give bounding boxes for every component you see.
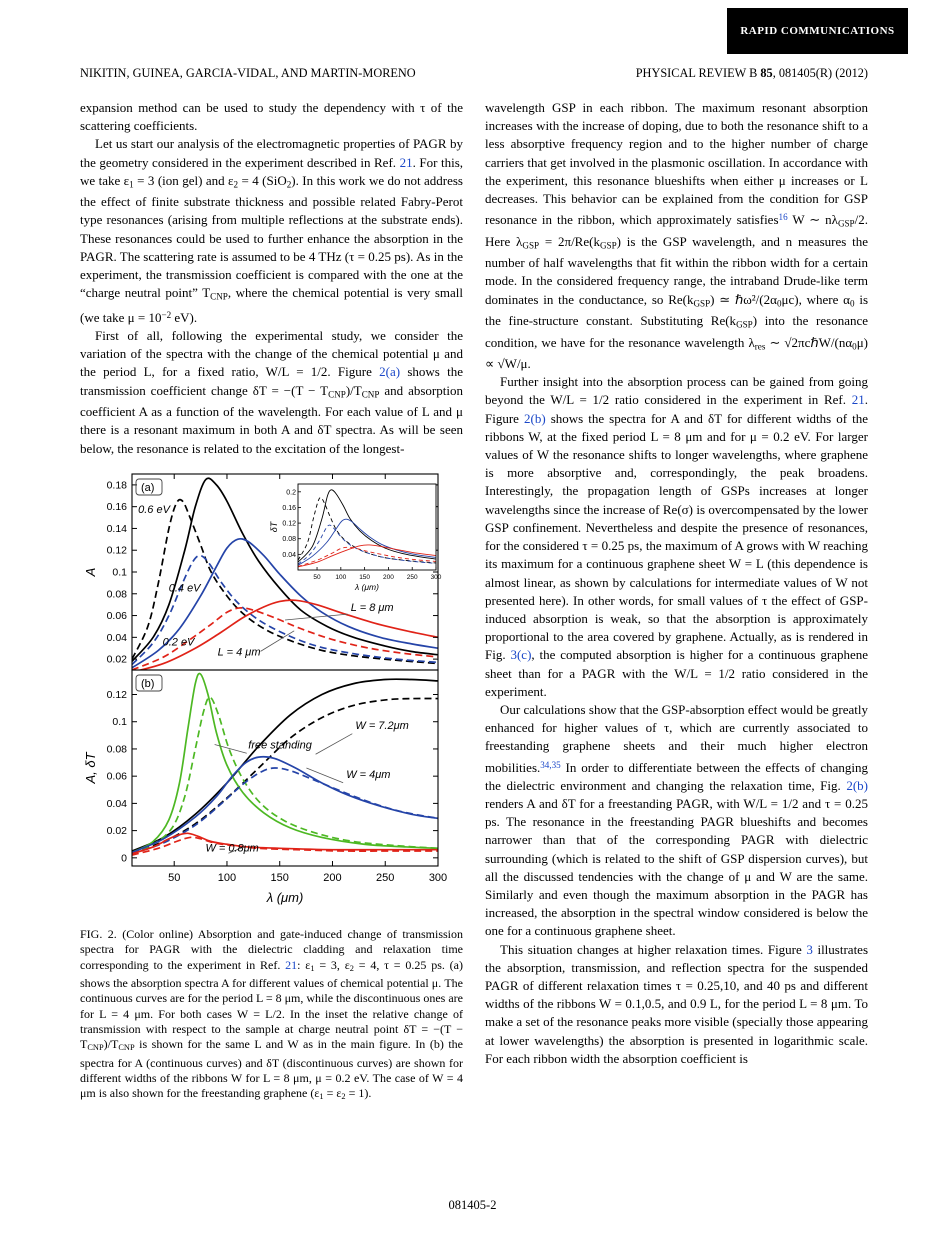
page-number: 081405-2	[448, 1198, 497, 1212]
page-footer	[0, 1198, 945, 1213]
banner-label: RAPID COMMUNICATIONS	[740, 25, 895, 37]
text-run: res	[754, 340, 766, 351]
y-tick-label: 0.18	[106, 479, 127, 492]
y-tick-label: 0.06	[106, 770, 127, 783]
text-run: Our calculations show that the GSP-absorption effect would be greatly enhanced for higher values of τ, which are currently associated to freestanding graphene sheets and their much higher electron mobilities.	[485, 701, 868, 775]
inset-x-tick-label: 250	[406, 573, 418, 581]
two-column-body	[80, 99, 868, 1105]
y-tick-label: 0.1	[112, 715, 127, 728]
x-tick-label: 50	[168, 871, 181, 884]
text-run: . For this, we take ε	[80, 154, 464, 188]
text-run: illustrates the absorption, transmission, and reflection spectra for the suspended PAGR of different relaxation times τ = 0.25,10, and 40 ps and different widths of the ribbons W = 0.1,0.5, and 0.9 L, for the period L = 8 μm. To make a set of the resonance peaks more visible (specially those appearing at lower wavelengths) the absorption is presented in logarithmic scale. For each ribbon width the absorption coefficient is	[485, 941, 869, 1066]
curve-label: W = 7.2μm	[355, 719, 409, 732]
text-run: wavelength GSP in each ribbon. The maximum resonant absorption increases with the increase of doping, due to both the resonance shift to a less absorptive frequency region and to the higher number of charge carriers that get involved in the plasmonic oscillation. In accordance with the experiment, this resonance blueshifts when either μ increases or L decreases. This behavior can be explained from the condition for GSP resonance in the ribbon, which approximately satisfies	[485, 100, 868, 228]
text-run: . Figure	[485, 392, 868, 426]
curve-label: L = 4 μm	[217, 646, 261, 659]
text-run: = 1).	[345, 1086, 372, 1101]
citation-link[interactable]: 21	[851, 392, 865, 408]
y-tick-label: 0.04	[106, 797, 127, 810]
text-run: ). In this work we do not address the effect of finite substrate thickness and possible related Fabry-Perot type resonances (arising from multiple reflections at the substrate ends). These resonances could be used to further enhance the absorption in the PAGR. The scattering rate is assumed to be 4 THz (τ = 0.25 ps). As in the experiment, the transmission coefficient is compared with the one at the “charge neutral point” T	[80, 172, 463, 301]
curve-label: W = 4μm	[346, 768, 391, 781]
text-run: 1	[319, 1092, 324, 1102]
y-axis-label: A	[83, 567, 98, 577]
left-column-text	[80, 99, 463, 458]
x-tick-label: 300	[428, 871, 448, 884]
text-run: 2	[233, 179, 239, 190]
y-tick-label: 0.08	[106, 743, 127, 756]
text-run: renders A and δT for a freestanding PAGR, with W/L = 1/2 and τ = 0.25 ps. The resonance in the freestanding PAGR blueshifts and becomes narrower than that of the corresponding PAGR with dielectric surrounding (which is related to the shift of GSP dispersion curves), but all the discussed tendencies with the change of μ and W are the same. Similarly and even though the maximum absorption in the PAGR has increased, the absorption in the spectral window considered is below the one for a continuous graphene sheet.	[485, 796, 868, 939]
text-run: Further insight into the absorption process can be gained from going beyond the W/L = 1/2 ratio considered in the experiment in Ref.	[485, 374, 868, 408]
text-run: 0	[852, 340, 857, 351]
text-run: 2	[349, 963, 354, 973]
y-tick-label: 0.02	[106, 653, 127, 666]
paragraph	[485, 941, 868, 1068]
inset-y-tick-label: 0.12	[282, 520, 296, 528]
annotation-line	[306, 768, 343, 783]
left-column	[80, 99, 463, 1105]
y-axis-label: A, δT	[83, 752, 98, 784]
figure-2-caption	[80, 927, 463, 1105]
figure-2	[80, 466, 463, 917]
citation-link[interactable]: 2(b)	[846, 777, 868, 793]
text-run: )/T	[103, 1037, 119, 1052]
text-run: shows the transmission coefficient change δT = −(T − T	[80, 364, 463, 398]
text-run: is shown for the same L and W as in the main figure. In (b) the spectra for A (continuous curves) and δT (discontinuous curves) are shown for different widths of the ribbons W for L = 8 μm, μ = 0.2 eV. The case of W = 4 μm is also shown for the freestanding graphene (ε	[80, 1037, 463, 1101]
paragraph	[485, 373, 868, 701]
inset-x-tick-label: 50	[313, 573, 321, 581]
inset-y-tick-label: 0.2	[286, 489, 296, 497]
citation-link[interactable]: 16	[778, 212, 788, 223]
paragraph	[80, 135, 463, 327]
text-run: −2	[161, 309, 172, 320]
text-run: )/T	[345, 382, 362, 398]
inset-x-tick-label: 150	[359, 573, 371, 581]
text-run: 2	[286, 179, 292, 190]
y-tick-label: 0.1	[112, 566, 127, 579]
text-run: In order to differentiate between the effects of changing the dielectric environment and changing the relaxation time, Fig.	[485, 759, 868, 793]
text-run: and absorption coefficient A as a function of the wavelength. For each value of L and μ there is a resonant maximum in both A and δT spectra. As will be seen below, the resonance is related to the excitation of the longest-	[80, 382, 463, 456]
text-run: shows the spectra for A and δT for different widths of the ribbons W, at the fixed period L = 8 μm and for μ = 0.2 eV. For larger values of W the resonance shifts to longer wavelengths, where graphene is more absorptive and, correspondingly, the peak broadens. Interestingly, the propagation length of GSPs increases at longer wavelengths since the increase of Re(σ) is overcompensated by the lower GSP confinement. Nevertheless and despite the presence of resonances, for the considered τ = 0.25 ps, the maximum of A grows with W reaching its maximum for a continuous graphene sheet W = L (this dependence is almost linear, as shown by calculations for intermediate values of W not presented here). In other words, for small values of τ the effect of GSP-induced absorption is weak, so that the absorption is approximately proportional to the area covered by graphene. Actually, as is rendered in Fig.	[485, 410, 868, 663]
annotation-line	[261, 631, 295, 652]
text-run: This situation changes at higher relaxation times. Figure	[500, 941, 807, 957]
curve-label: 0.4 eV	[168, 582, 201, 595]
curve-a-w-4um	[132, 757, 438, 853]
inset-x-tick-label: 100	[335, 573, 347, 581]
text-run: , where the chemical potential is very small (we take μ = 10	[80, 285, 464, 325]
citation-link[interactable]: 2(a)	[379, 364, 401, 380]
text-run: 1	[310, 963, 315, 973]
curve-label: W = 0.8μm	[205, 842, 259, 855]
inset-y-tick-label: 0.08	[282, 535, 296, 543]
text-run: GSP	[599, 240, 617, 251]
citation-link[interactable]: 21	[285, 957, 298, 972]
figure-2-plot	[80, 466, 452, 912]
text-run: : ε	[297, 957, 311, 972]
running-head-journal	[636, 66, 868, 81]
text-run: = ε	[323, 1086, 342, 1101]
citation-link[interactable]: 2(b)	[523, 410, 546, 426]
text-run: ∼ √2πcℏW/(nα	[765, 334, 853, 350]
text-run: is the fine-structure constant. Substituting Re(k	[485, 291, 869, 329]
text-run: ) is the GSP wavelength, and n measures the number of half wavelengths that fit within the ribbon width for a certain mode. In the considered frequency range, the intraband Drude-like term dominates in the conductance, so Re(k	[485, 233, 869, 307]
text-run: GSP	[736, 319, 753, 330]
x-tick-label: 100	[217, 871, 237, 884]
text-run: = 3 (ion gel) and ε	[133, 172, 234, 188]
text-run: = 4 (SiO	[238, 172, 287, 188]
citation-link[interactable]: 21	[399, 154, 413, 170]
y-tick-label: 0.16	[106, 500, 127, 513]
y-tick-label: 0.04	[106, 631, 127, 644]
text-run: ) into the resonance condition, we have for the resonance wavelength λ	[485, 313, 869, 350]
curve-label: L = 8 μm	[350, 601, 394, 614]
running-head-authors: NIKITIN, GUINEA, GARCIA-VIDAL, AND MARTIN-MORENO	[80, 66, 416, 80]
y-tick-label: 0.12	[106, 544, 127, 557]
panel-b-curves	[132, 673, 438, 855]
text-run: = 3, ε	[314, 957, 350, 972]
citation-link[interactable]: 3(c)	[510, 647, 532, 663]
text-run: = 4, τ = 0.25 ps. (a) shows the absorption spectra A for different values of chemical potential μ. The continuous curves are for the period L = 8 μm, while the discontinuous ones are for L = 4 μm. For both cases W = L/2. In the inset the relative change of transmission with respect to the sample at charge neutral point δT = −(T − T	[80, 957, 463, 1052]
text-run: First of all, following the experimental study, we consider the variation of the spectra with the change of the chemical potential μ and the period L, for a fixed ratio, W/L = 1/2. Figure	[80, 328, 463, 380]
text-run: ) ≃ ℏω²/(2α	[710, 291, 777, 307]
paragraph	[80, 99, 463, 135]
journal-name: PHYSICAL REVIEW B	[635, 66, 761, 80]
y-tick-label: 0.14	[106, 522, 127, 535]
curve-label: free standing	[248, 739, 312, 752]
citation-link[interactable]: 34,35	[540, 759, 561, 770]
y-tick-label: 0.06	[106, 609, 127, 622]
paragraph	[485, 99, 868, 373]
x-axis-label: λ (μm)	[266, 889, 304, 905]
y-tick-label: 0.02	[106, 824, 127, 837]
text-run: CNP	[210, 291, 228, 302]
text-run: GSP	[522, 240, 540, 251]
curve-label: 0.2 eV	[162, 636, 195, 649]
inset-y-tick-label: 0.04	[282, 551, 296, 559]
text-run: eV).	[171, 309, 198, 325]
inset-x-tick-label: 300	[430, 573, 442, 581]
inset-x-tick-label: 200	[382, 573, 394, 581]
panel-tag: (a)	[141, 481, 155, 494]
text-run: CNP	[87, 1043, 104, 1053]
text-run: 0	[776, 297, 782, 308]
rapid-communications-banner	[727, 8, 908, 54]
y-tick-label: 0.08	[106, 588, 127, 601]
panel-tag: (b)	[141, 677, 155, 690]
annotation-line	[316, 733, 353, 754]
text-run: expansion method can be used to study the dependency with τ of the scattering coefficients.	[80, 100, 463, 134]
text-run: CNP	[118, 1043, 135, 1053]
citation-link[interactable]: 3	[806, 941, 813, 957]
journal-volume: 85	[760, 66, 773, 80]
text-run: μc), where α	[781, 291, 850, 307]
text-run: 1	[129, 179, 134, 190]
annotation-line	[285, 614, 348, 620]
text-run: FIG. 2. (Color online) Absorption and gate-induced change of transmission spectra for PAGR with the dielectric cladding and relaxation time corresponding to the experiment in Ref.	[80, 926, 463, 972]
x-tick-label: 250	[376, 871, 395, 884]
text-run: GSP	[837, 218, 855, 229]
y-tick-label: 0	[121, 852, 127, 865]
x-tick-label: 200	[323, 871, 342, 884]
y-tick-label: 0.12	[106, 688, 127, 701]
paragraph	[485, 701, 868, 941]
right-column	[485, 99, 868, 1105]
text-run: Let us start our analysis of the electromagnetic properties of PAGR by the geometry considered in the experiment described in Ref.	[80, 136, 463, 170]
paragraph	[80, 327, 463, 458]
x-tick-label: 150	[270, 871, 289, 884]
text-run: , the computed absorption is higher for a continuous graphene sheet than for a PAGR with the W/L = 1/2 ratio considered in the experiment.	[485, 647, 869, 699]
text-run: 0	[850, 297, 855, 308]
text-run: CNP	[328, 388, 346, 399]
text-run: GSP	[693, 297, 711, 308]
text-run: /2. Here λ	[485, 212, 868, 249]
inset-y-axis-label: δT	[269, 521, 279, 532]
text-run: W ∼ nλ	[787, 212, 838, 228]
running-head	[80, 66, 868, 81]
inset-y-tick-label: 0.16	[282, 504, 296, 512]
text-run: CNP	[361, 388, 380, 399]
inset-x-axis-label: λ (μm)	[355, 581, 379, 592]
text-run: μ) ∝ √W/μ.	[485, 334, 868, 372]
text-run: = 2π/Re(k	[539, 233, 600, 249]
curve-label: 0.6 eV	[138, 503, 170, 516]
journal-issue: , 081405(R) (2012)	[772, 66, 868, 80]
text-run: 2	[341, 1092, 346, 1102]
